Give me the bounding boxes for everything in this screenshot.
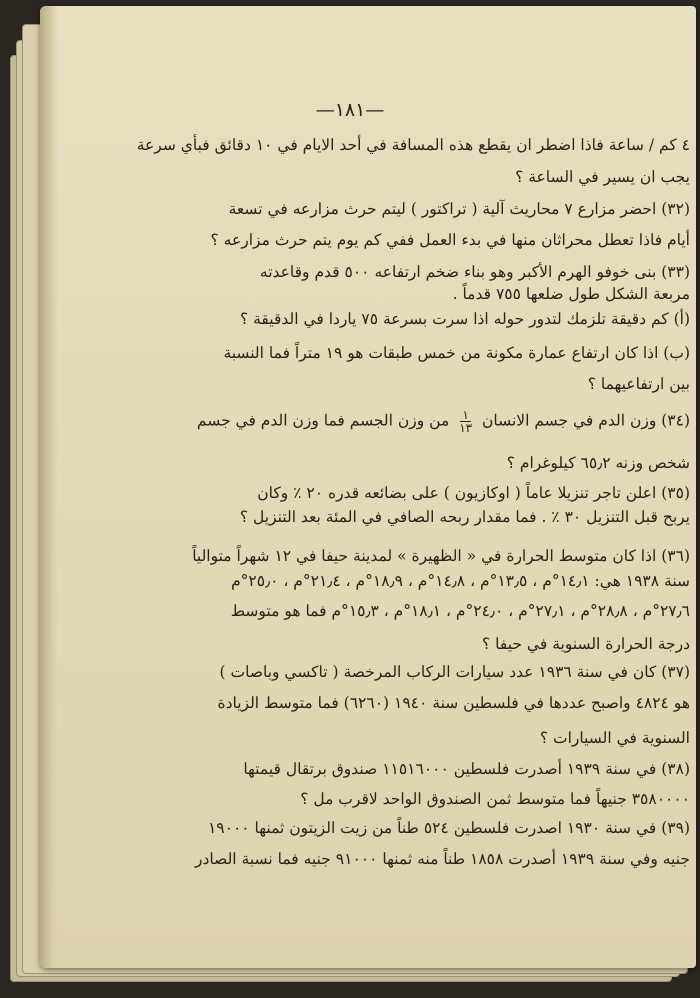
text-line: يربح قبل التنزيل ٣٠ ٪ . فما مقدار ربحه الصافي في المئة بعد التنزيل ؟ <box>239 508 690 526</box>
text-line: درجة الحرارة السنوية في حيفا ؟ <box>482 635 690 653</box>
text-line: مربعة الشكل طول ضلعها ٧٥٥ قدماً . <box>452 285 690 303</box>
text-line: يجب ان يسير في الساعة ؟ <box>515 168 690 186</box>
text-line: شخص وزنه ٦٥٫٢ كيلوغرام ؟ <box>506 454 690 472</box>
text-line: ٣٥٨٠٠٠٠ جنيهاً فما متوسط ثمن الصندوق الواحد لاقرب مل ؟ <box>300 790 690 808</box>
text-line: (٣٢) احضر مزارع ٧ محاريث آلية ( تراكتور ) ليتم حرث مزارعه في تسعة <box>228 200 690 218</box>
text-line: (٣٩) في سنة ١٩٣٠ اصدرت فلسطين ٥٢٤ طناً من زيت الزيتون ثمنها ١٩٠٠٠ <box>207 819 690 837</box>
text-line: جنيه وفي سنة ١٩٣٩ أصدرت ١٨٥٨ طناً منه ثمنها ٩١٠٠٠ جنيه فما نسبة الصادر <box>195 850 690 868</box>
text-line: (٣٧) كان في سنة ١٩٣٦ عدد سيارات الركاب المرخصة ( تاكسي وباصات ) <box>219 663 690 681</box>
text-line: (٣٦) اذا كان متوسط الحرارة في « الظهيرة » لمدينة حيفا في ١٢ شهراً متوالياً <box>192 547 690 565</box>
text-line: بين ارتفاعيهما ؟ <box>587 375 690 393</box>
text-line: (٣٥) اعلن تاجر تنزيلا عاماً ( اوكازيون ) على بضائعه قدره ٢٠ ٪ وكان <box>257 484 690 502</box>
text-segment: من وزن الجسم فما وزن الدم في جسم <box>196 411 450 430</box>
text-segment: (٣٤) وزن الدم في جسم الانسان <box>482 411 690 430</box>
text-line: أيام فاذا تعطل محراثان منها في بدء العمل ففي كم يوم يتم حرث مزارعه ؟ <box>210 231 690 249</box>
text-line: سنة ١٩٣٨ هي: ١٤٫١°م ، ١٣٫٥°م ، ١٤٫٨°م ، ١٨٫٩°م ، ٢١٫٤°م ، ٢٥٫٠°م <box>231 572 690 590</box>
text-line: (٣٣) بنى خوفو الهرم الأكبر وهو بناء ضخم ارتفاعه ٥٠٠ قدم وقاعدته <box>259 263 690 281</box>
page-number: —١٨١— <box>315 99 385 121</box>
text-line-with-fraction <box>150 409 690 434</box>
text-line: هو ٤٨٢٤ واصبح عددها في فلسطين سنة ١٩٤٠ (٦٢٦٠) فما متوسط الزيادة <box>217 694 690 712</box>
fraction <box>457 409 474 434</box>
fraction-numerator: ١ <box>462 408 469 422</box>
text-line: (أ) كم دقيقة تلزمك لتدور حوله اذا سرت بسرعة ٧٥ ياردا في الدقيقة ؟ <box>239 310 690 328</box>
text-line: ٢٧٫٦°م ، ٢٨٫٨°م ، ٢٧٫١°م ، ٢٤٫٠°م ، ١٨٫١°م ، ١٥٫٣°م فما هو متوسط <box>230 602 690 620</box>
text-line: (ب) اذا كان ارتفاع عمارة مكونة من خمس طبقات هو ١٩ متراً فما النسبة <box>223 344 690 362</box>
page-binding-shadow <box>40 6 58 968</box>
text-line: (٣٨) في سنة ١٩٣٩ أصدرت فلسطين ١١٥١٦٠٠٠ صندوق برتقال قيمتها <box>243 760 690 778</box>
text-line: ٤ كم / ساعة فاذا اضطر ان يقطع هذه المسافة في أحد الايام في ١٠ دقائق فبأي سرعة <box>136 136 690 154</box>
fraction-denominator: ١٣ <box>459 421 473 435</box>
text-line: السنوية في السيارات ؟ <box>539 729 690 747</box>
